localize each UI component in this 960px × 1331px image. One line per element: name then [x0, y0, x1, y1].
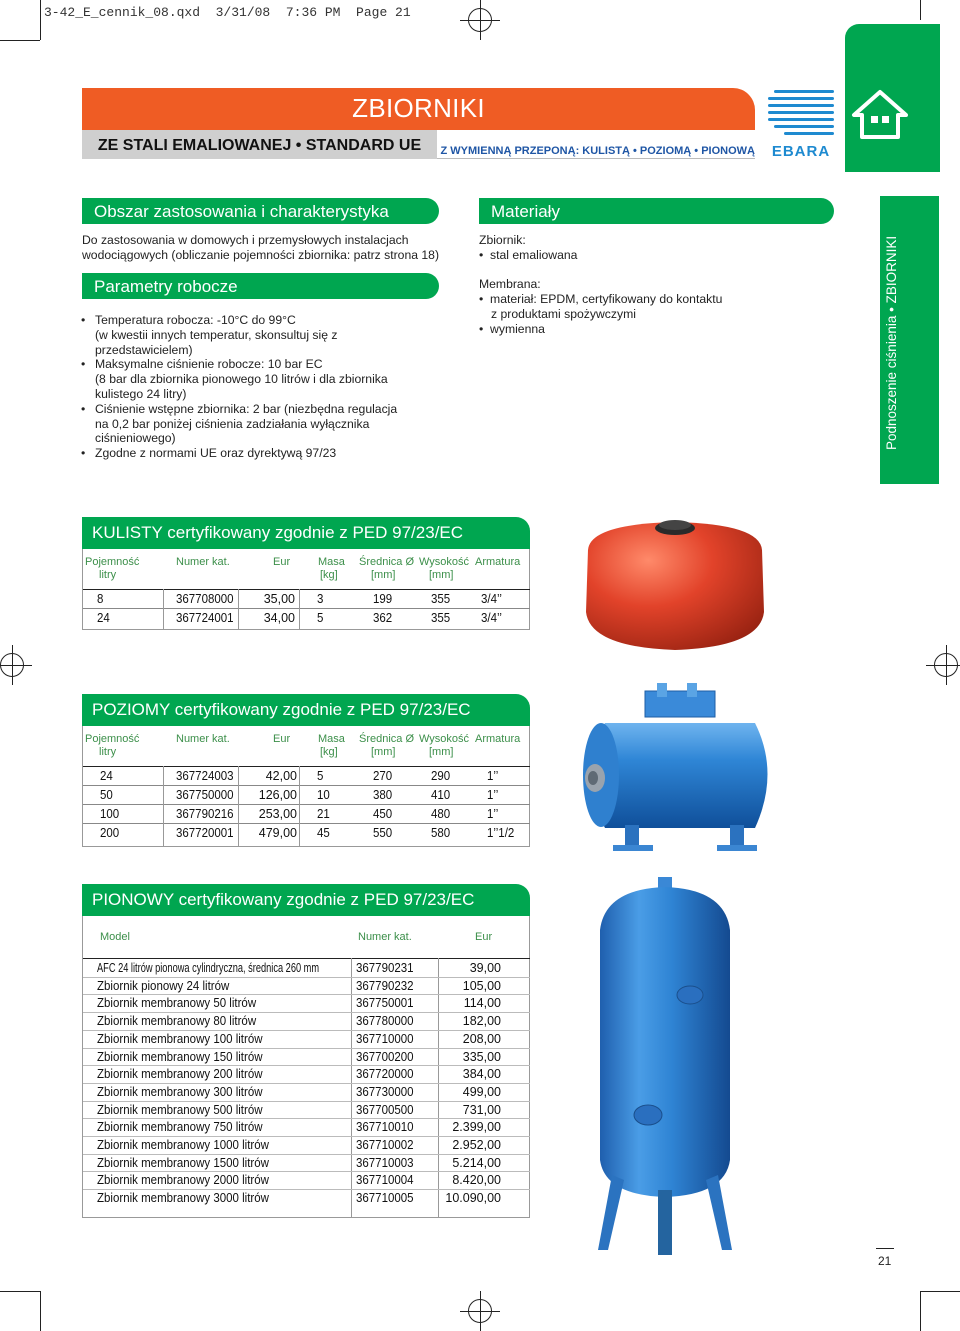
page-number: 21 [878, 1254, 892, 1268]
parametry-line [95, 417, 440, 432]
parametry-line [95, 431, 440, 446]
zbiornik-label: Zbiornik: [479, 233, 526, 247]
row-divider [83, 1171, 530, 1172]
parametry-text: Temperatura robocza: -10°C do 99°C [95, 313, 296, 327]
cell-eur: 42,00 [265, 769, 297, 783]
cell-model: Zbiornik membranowy 750 litrów [97, 1120, 263, 1135]
cell-numer: 367750001 [356, 996, 414, 1011]
parametry-line [81, 313, 440, 328]
parametry-text: na 0,2 bar poniżej ciśnienia zadziałania wyłącznika [95, 416, 370, 431]
poziomy-heading: POZIOMY certyfikowany zgodnie z PED 97/23/EC [82, 694, 530, 726]
col-masa: Masa [318, 733, 345, 745]
parametry-line [95, 328, 440, 343]
row-divider [83, 766, 530, 767]
membrana-item-2: • wymienna [479, 322, 545, 336]
cell-srednica: 380 [373, 788, 393, 802]
cell-eur: 105,00 [462, 978, 501, 993]
col-srednica: Średnica Ø [359, 556, 415, 568]
parametry-line [95, 372, 440, 387]
row-divider [83, 589, 530, 590]
cell-numer: 367724003 [176, 769, 234, 783]
registration-mark-left [0, 645, 32, 685]
registration-mark-right [926, 645, 960, 685]
cell-srednica: 270 [373, 769, 393, 783]
membrana-item-2-text: wymienna [490, 322, 545, 336]
horizontal-tank-image [565, 683, 785, 863]
col-eur: Eur [273, 733, 291, 745]
cell-wysokosc: 290 [431, 769, 451, 783]
poziomy-table [82, 726, 530, 847]
cell-masa: 45 [317, 826, 330, 840]
cell-numer: 367710000 [356, 1031, 414, 1046]
kulisty-heading: KULISTY certyfikowany zgodnie z PED 97/23/EC [82, 517, 530, 549]
row-divider [83, 1012, 530, 1013]
cell-eur: 2.399,00 [452, 1120, 501, 1135]
parametry-text: (8 bar dla zbiornika pionowego 10 litrów i dla zbiornika [95, 372, 388, 387]
cell-masa: 5 [317, 611, 324, 625]
col-masa-unit: [kg] [320, 569, 338, 581]
cell-eur: 253,00 [258, 807, 297, 821]
pionowy-heading: PIONOWY certyfikowany zgodnie z PED 97/23/EC [82, 884, 530, 916]
bullet: • [81, 401, 86, 416]
cell-model: Zbiornik membranowy 1500 litrów [97, 1155, 269, 1170]
col-armatura: Armatura [475, 733, 521, 745]
col-divider [299, 589, 300, 629]
cell-armatura: 1’’ [487, 788, 499, 802]
col-wysokosc-unit: [mm] [429, 569, 454, 581]
zbiornik-item: • stal emaliowana [479, 248, 578, 262]
row-divider [83, 1154, 530, 1155]
cell-model: Zbiornik membranowy 3000 litrów [97, 1191, 269, 1206]
cell-numer: 367708000 [176, 592, 234, 606]
parametry-line [95, 343, 440, 358]
row-divider [83, 1136, 530, 1137]
col-litry: litry [99, 746, 117, 758]
cell-numer: 367730000 [356, 1084, 414, 1099]
cell-eur: 35,00 [263, 592, 295, 606]
kulisty-table [82, 549, 530, 630]
cell-eur: 2.952,00 [452, 1138, 501, 1152]
cell-armatura: 1’’ [487, 807, 499, 821]
crop-mark [40, 1291, 41, 1331]
membrana-item-1-cont: z produktami spożywczymi [491, 307, 636, 321]
cell-eur: 182,00 [462, 1014, 501, 1029]
cell-model: AFC 24 litrów pionowa cylindryczna, średnica 260 mm [97, 961, 320, 975]
parametry-text: ciśnieniowego) [95, 431, 176, 446]
col-wysokosc: Wysokość [419, 733, 470, 745]
col-masa-unit: [kg] [320, 746, 338, 758]
cell-numer: 367780000 [356, 1014, 414, 1029]
col-pojemnosc: Pojemność [85, 556, 140, 568]
parametry-text: Zgodne z normami UE oraz dyrektywą 97/23 [95, 446, 337, 461]
cell-numer: 367790232 [356, 978, 414, 993]
row-divider [83, 804, 530, 805]
col-divider [238, 766, 239, 846]
cell-numer: 367710002 [356, 1138, 414, 1152]
cell-model: Zbiornik membranowy 300 litrów [97, 1084, 263, 1099]
col-divider [299, 766, 300, 846]
cell-model: Zbiornik membranowy 100 litrów [97, 1031, 263, 1046]
col-divider [163, 766, 164, 846]
col-srednica-unit: [mm] [371, 746, 396, 758]
cell-wysokosc: 355 [431, 611, 451, 625]
col-divider [438, 958, 439, 1218]
cell-model: Zbiornik membranowy 150 litrów [97, 1049, 263, 1064]
col-srednica-unit: [mm] [371, 569, 396, 581]
row-divider [83, 1048, 530, 1049]
parametry-line [81, 357, 440, 372]
cell-numer: 367710005 [356, 1191, 414, 1206]
col-eur: Eur [475, 931, 493, 943]
cell-srednica: 550 [373, 826, 393, 840]
row-divider [83, 958, 530, 959]
cell-srednica: 199 [373, 592, 393, 606]
parametry-text: Ciśnienie wstępne zbiornika: 2 bar (niezbędna regulacja [95, 401, 398, 416]
house-icon [851, 89, 909, 141]
cell-srednica: 450 [373, 807, 393, 821]
cell-model: Zbiornik membranowy 2000 litrów [97, 1173, 269, 1188]
cell-wysokosc: 410 [431, 788, 451, 802]
row-divider [83, 608, 530, 609]
cell-numer: 367720001 [176, 826, 234, 840]
cell-model: Zbiornik membranowy 1000 litrów [97, 1138, 269, 1152]
bullet: • [81, 446, 86, 461]
page-subtitle: ZE STALI EMALIOWANEJ • STANDARD UE [97, 137, 422, 154]
cell-masa: 10 [317, 788, 330, 802]
spherical-tank-image [570, 512, 780, 657]
cell-pojemnosc: 50 [100, 788, 113, 802]
row-divider [83, 1030, 530, 1031]
row-divider [83, 1083, 530, 1084]
cell-wysokosc: 355 [431, 592, 451, 606]
membrana-item-1-text: materiał: EPDM, certyfikowany do kontaktu [490, 292, 723, 306]
subtitle-divider [437, 158, 755, 159]
zbiornik-item-text: stal emaliowana [490, 248, 578, 262]
ebara-logo [768, 88, 834, 160]
cell-eur: 384,00 [462, 1067, 501, 1082]
col-wysokosc: Wysokość [419, 556, 470, 568]
cell-armatura: 3/4’’ [481, 592, 502, 606]
cell-armatura: 1’’1/2 [487, 826, 515, 840]
cell-eur: 10.090,00 [445, 1191, 501, 1206]
cell-wysokosc: 480 [431, 807, 451, 821]
row-divider [83, 1189, 530, 1190]
pionowy-table [82, 916, 530, 1218]
cell-wysokosc: 580 [431, 826, 451, 840]
bullet: • [81, 313, 86, 327]
cell-eur: 335,00 [462, 1049, 501, 1064]
row-divider [83, 1118, 530, 1119]
cell-model: Zbiornik pionowy 24 litrów [97, 978, 230, 993]
cell-numer: 367750000 [176, 788, 234, 802]
row-divider [83, 1065, 530, 1066]
parametry-line [81, 401, 440, 417]
parametry-text: kulistego 24 litry) [95, 386, 187, 401]
cell-eur: 34,00 [263, 611, 295, 625]
cell-numer: 367700500 [356, 1102, 414, 1117]
row-divider [83, 977, 530, 978]
cell-numer: 367710003 [356, 1155, 414, 1170]
cell-model: Zbiornik membranowy 500 litrów [97, 1102, 263, 1117]
membrana-item-1: • materiał: EPDM, certyfikowany do kontaktu [479, 292, 723, 306]
registration-mark-bottom [460, 1291, 500, 1331]
obszar-line-2: wodociągowych (obliczanie pojemności zbiornika: patrz strona 18) [82, 248, 440, 262]
col-numer: Numer kat. [176, 733, 230, 745]
cell-masa: 21 [317, 807, 330, 821]
cell-pojemnosc: 8 [97, 592, 104, 606]
bullet: • [81, 357, 86, 372]
col-divider [238, 589, 239, 629]
cell-pojemnosc: 200 [100, 826, 120, 840]
vertical-tank-image [560, 875, 780, 1260]
crop-mark [40, 0, 41, 40]
cell-numer: 367790216 [176, 807, 234, 821]
cell-eur: 126,00 [258, 788, 297, 802]
cell-eur: 499,00 [462, 1084, 501, 1099]
cell-eur: 731,00 [462, 1102, 501, 1117]
cell-armatura: 1’’ [487, 769, 499, 783]
cell-pojemnosc: 24 [97, 611, 110, 625]
crop-mark [920, 1291, 921, 1331]
col-eur: Eur [273, 556, 291, 568]
cell-model: Zbiornik membranowy 50 litrów [97, 996, 257, 1011]
col-wysokosc-unit: [mm] [429, 746, 454, 758]
page-title: ZBIORNIKI [352, 93, 485, 123]
cell-eur: 5.214,00 [452, 1155, 501, 1170]
col-divider [163, 589, 164, 629]
page-subtitle-secondary: Z WYMIENNĄ PRZEPONĄ: KULISTĄ • POZIOMĄ • PIONOWĄ [440, 145, 755, 157]
cell-pojemnosc: 24 [100, 769, 113, 783]
col-masa: Masa [318, 556, 345, 568]
cell-numer: 367710010 [356, 1120, 414, 1135]
cell-masa: 3 [317, 592, 324, 606]
parametry-text: (w kwestii innych temperatur, skonsultuj się z [95, 327, 338, 342]
membrana-label: Membrana: [479, 277, 541, 291]
cell-numer: 367710004 [356, 1173, 414, 1188]
cell-pojemnosc: 100 [100, 807, 120, 821]
cell-eur: 479,00 [258, 826, 297, 840]
row-divider [83, 823, 530, 824]
cell-eur: 114,00 [463, 996, 501, 1011]
parametry-list [81, 313, 440, 461]
cell-model: Zbiornik membranowy 200 litrów [97, 1067, 263, 1082]
cell-eur: 8.420,00 [452, 1173, 501, 1188]
row-divider [83, 994, 530, 995]
parametry-text: Maksymalne ciśnienie robocze: 10 bar EC [95, 357, 323, 372]
row-divider [83, 1101, 530, 1102]
row-divider [83, 785, 530, 786]
file-slug: 3-42_E_cennik_08.qxd 3/31/08 7:36 PM Page 21 [44, 5, 411, 20]
col-srednica: Średnica Ø [359, 733, 415, 745]
page-number-rule [876, 1248, 894, 1249]
col-armatura: Armatura [475, 556, 521, 568]
cell-numer: 367700200 [356, 1049, 414, 1064]
obszar-line-1: Do zastosowania w domowych i przemysłowych instalacjach [82, 233, 409, 247]
col-numer: Numer kat. [176, 556, 230, 568]
logo-text: EBARA [771, 143, 831, 160]
parametry-line [95, 387, 440, 402]
col-pojemnosc: Pojemność [85, 733, 140, 745]
cell-srednica: 362 [373, 611, 393, 625]
parametry-text: przedstawicielem) [95, 342, 193, 357]
col-model: Model [100, 931, 130, 943]
col-litry: litry [99, 569, 117, 581]
col-numer: Numer kat. [358, 931, 412, 943]
cell-masa: 5 [317, 769, 324, 783]
cell-eur: 208,00 [462, 1031, 501, 1046]
crop-mark [0, 40, 40, 41]
parametry-heading: Parametry robocze [82, 273, 439, 299]
cell-eur: 39,00 [469, 961, 501, 975]
cell-numer: 367790231 [356, 961, 414, 975]
cell-numer: 367724001 [176, 611, 234, 625]
crop-mark [920, 1291, 960, 1292]
cell-model: Zbiornik membranowy 80 litrów [97, 1014, 257, 1029]
parametry-line [81, 446, 440, 461]
materialy-heading: Materiały [479, 198, 834, 224]
crop-mark [0, 1291, 40, 1292]
col-divider [351, 958, 352, 1218]
cell-armatura: 3/4’’ [481, 611, 502, 625]
obszar-heading: Obszar zastosowania i charakterystyka [82, 198, 439, 224]
registration-mark-top [460, 0, 500, 40]
side-tab-label: Podnoszenie ciśnienia • ZBIORNIKI [884, 235, 899, 450]
cell-numer: 367720000 [356, 1067, 414, 1082]
crop-mark [920, 0, 921, 20]
